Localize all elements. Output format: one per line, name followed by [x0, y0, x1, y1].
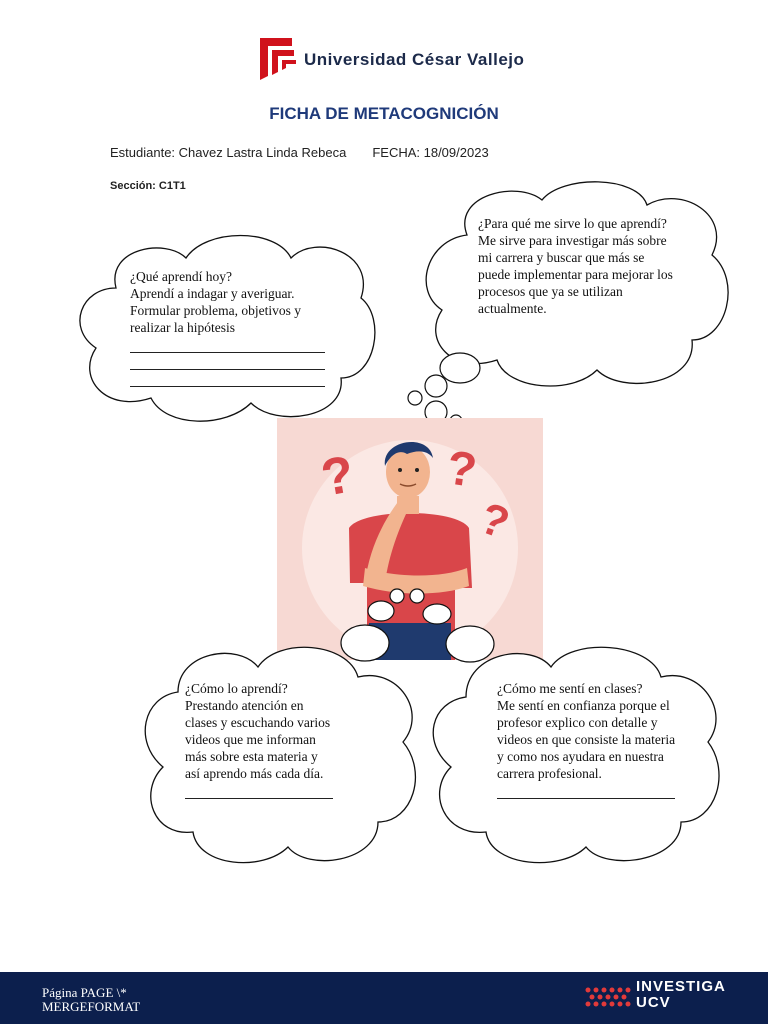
investiga-dots-icon — [582, 982, 632, 1012]
ucv-shield-icon — [258, 36, 298, 82]
cloud-learned-today-question: ¿Qué aprendí hoy? — [130, 269, 232, 284]
cloud-purpose-answer: Me sirve para investigar más sobre mi carrera y buscar que más se puede implementar para mejorar los procesos que ya se utilizan actualmente. — [478, 233, 673, 316]
question-mark-icon: ? — [473, 493, 516, 549]
cloud-purpose-question: ¿Para qué me sirve lo que aprendí? — [478, 216, 667, 231]
cloud-how-learned-text — [185, 680, 335, 799]
blank-line — [130, 353, 325, 370]
cloud-how-felt-question: ¿Cómo me sentí en clases? — [497, 681, 643, 696]
section-label: Sección: C1T1 — [110, 180, 186, 192]
blank-line — [185, 782, 333, 799]
investiga-ucv-brand — [636, 979, 726, 1011]
footer-page-text: Página PAGE \* — [42, 985, 127, 1000]
brand-line-1: INVESTIGA — [636, 978, 726, 995]
question-mark-icon: ? — [443, 441, 480, 498]
blank-line — [130, 336, 325, 353]
cloud-learned-today-answer: Aprendí a indagar y averiguar. Formular problema, objetivos y realizar la hipótesis — [130, 286, 301, 335]
footer-page-field — [42, 986, 140, 1014]
blank-line — [497, 782, 675, 799]
blank-line — [130, 370, 325, 387]
date: FECHA: 18/09/2023 — [372, 145, 489, 160]
cloud-how-felt-answer: Me sentí en confianza porque el profesor explico con detalle y videos en que consiste la materia y como nos ayudara en nuestra carrera profesional. — [497, 698, 676, 781]
brand-line-2: UCV — [636, 994, 671, 1011]
student-name: Estudiante: Chavez Lastra Linda Rebeca — [110, 145, 347, 160]
cloud-how-learned-question: ¿Cómo lo aprendí? — [185, 681, 288, 696]
footer-page-text-2: MERGEFORMAT — [42, 999, 141, 1014]
university-logo — [258, 36, 548, 84]
cloud-how-felt-text — [497, 680, 677, 799]
student-info-line — [110, 145, 489, 160]
university-name: Universidad César Vallejo — [304, 50, 525, 69]
cloud-learned-today-text — [130, 268, 330, 387]
cloud-how-learned-answer: Prestando atención en clases y escuchando varios videos que me informan más sobre esta materia y así aprendo más cada día. — [185, 698, 331, 781]
page-footer — [0, 972, 768, 1024]
document-title: FICHA DE METACOGNICIÓN — [269, 104, 499, 123]
question-mark-icon: ? — [317, 445, 359, 508]
cloud-purpose-text — [478, 215, 674, 317]
